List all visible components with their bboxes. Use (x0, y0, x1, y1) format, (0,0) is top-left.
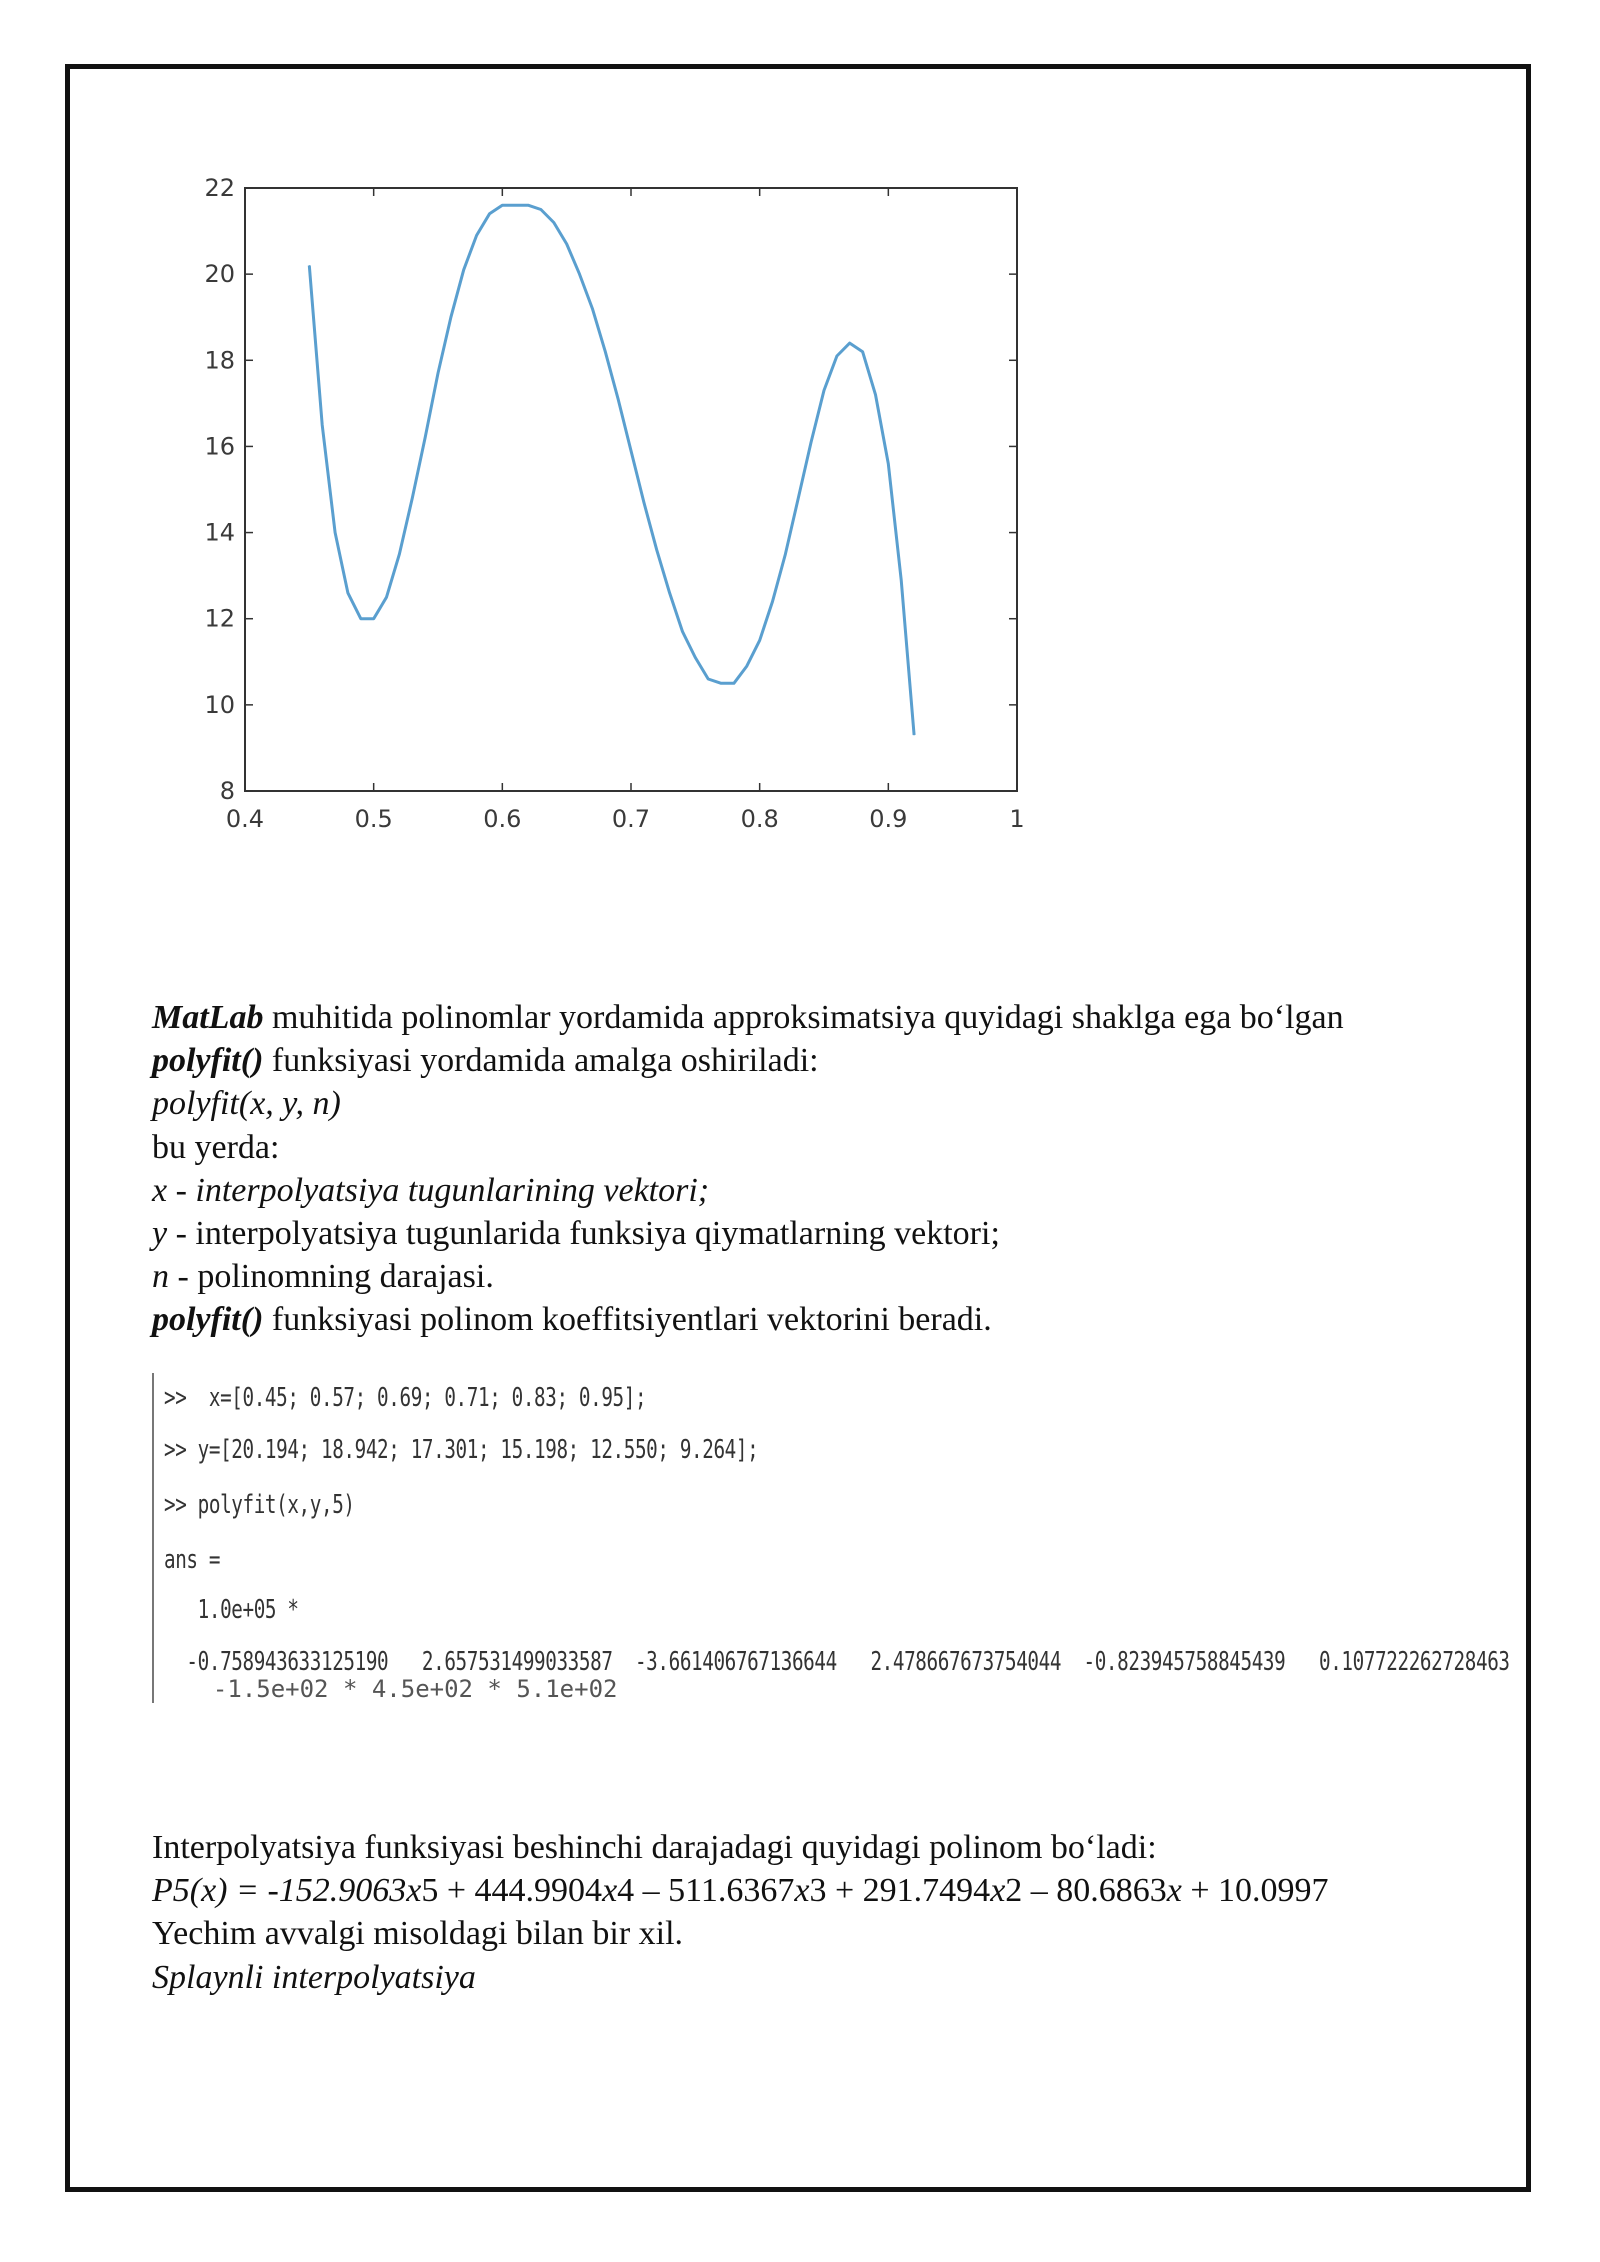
data-point (476, 235, 477, 236)
data-point (824, 390, 825, 391)
data-point (425, 437, 426, 438)
data-point (811, 442, 812, 443)
data-point (502, 205, 503, 206)
data-point (515, 205, 516, 206)
data-point (463, 269, 464, 270)
data-point (914, 735, 915, 736)
data-point (798, 498, 799, 499)
x-tick-label: 0.4 (225, 805, 265, 833)
x-tick-label: 0.8 (740, 805, 779, 833)
data-point (785, 554, 786, 555)
data-point (309, 265, 310, 266)
y-tick-label: 16 (204, 432, 235, 461)
data-point (682, 631, 683, 632)
data-point (528, 205, 529, 206)
data-point (399, 554, 400, 555)
data-point (708, 679, 709, 680)
data-point (695, 657, 696, 658)
section-heading: Splaynli interpolyatsiya (152, 1958, 476, 1996)
x-tick-label: 0.5 (354, 805, 393, 833)
y-tick-label: 22 (204, 174, 235, 202)
data-point (592, 308, 593, 309)
text-line: x - interpolyatsiya tugunlarining vektori; (152, 1171, 710, 1209)
console-line: 1.0e+05 * (164, 1595, 299, 1625)
data-point (656, 549, 657, 550)
text-line: Yechim avvalgi misoldagi bilan bir xil. (152, 1915, 684, 1953)
data-point (721, 683, 722, 684)
x-tick-label: 0.7 (611, 805, 651, 833)
text-line: bu yerda: (152, 1128, 280, 1166)
data-point (373, 618, 374, 619)
y-tick-label: 12 (204, 604, 235, 633)
text-line: Interpolyatsiya funksiyasi beshinchi darajadagi quyidagi polinom bo‘ladi: (152, 1829, 1157, 1866)
console-line: >> y=[20.194; 18.942; 17.301; 15.198; 12.550; 9.264]; (164, 1435, 759, 1465)
data-point (322, 424, 323, 425)
data-point (579, 274, 580, 275)
console-line: ans = (164, 1545, 221, 1575)
y-tick-label: 18 (204, 346, 235, 375)
data-point (605, 351, 606, 352)
console-cut-off-line: -1.5e+02 * 4.5e+02 * 5.1e+02 (184, 1675, 618, 1703)
y-tick-label: 20 (204, 260, 235, 289)
x-tick-label: 0.9 (869, 805, 908, 833)
data-point (566, 243, 567, 244)
data-point (862, 351, 863, 352)
data-point (438, 373, 439, 374)
text-line: MatLab muhitida polinomlar yordamida approksimatsiya quyidagi shaklga ega bo‘lgan (152, 999, 1344, 1036)
data-point (733, 683, 734, 684)
y-tick-label: 10 (204, 690, 235, 719)
result-paragraph (152, 1826, 1512, 1999)
y-tick-label: 14 (204, 518, 235, 547)
console-line: -0.758943633125190 2.657531499033587 -3.661406767136644 2.478667673754044 -0.823945758845439 0.107722262728463 (164, 1647, 1510, 1677)
data-point (669, 592, 670, 593)
data-point (875, 394, 876, 395)
data-point (618, 399, 619, 400)
data-point (772, 601, 773, 602)
data-point (412, 498, 413, 499)
x-tick-label: 1 (1009, 805, 1025, 833)
data-point (631, 450, 632, 451)
data-point (386, 597, 387, 598)
data-point (836, 355, 837, 356)
data-point (759, 640, 760, 641)
data-point (553, 222, 554, 223)
data-point (901, 579, 902, 580)
data-point (888, 463, 889, 464)
text-line: polyfit(x, y, n) (152, 1085, 341, 1123)
data-point (489, 213, 490, 214)
matlab-console-screenshot (152, 1373, 1510, 1703)
data-point (335, 532, 336, 533)
polynomial-formula: P5(x) = -152.9063x5 + 444.9904x4 – 511.6367x3 + 291.7494x2 – 80.6863x + 10.0997 (152, 1872, 1329, 1910)
data-point (347, 592, 348, 593)
text-line: n - polinomning darajasi. (152, 1258, 494, 1296)
data-point (450, 317, 451, 318)
data-point (849, 343, 850, 344)
console-line: >> polyfit(x,y,5) (164, 1490, 355, 1520)
data-point (540, 209, 541, 210)
text-line: y - interpolyatsiya tugunlarida funksiya qiymatlarning vektori; (152, 1215, 1000, 1253)
text-line: polyfit() funksiyasi yordamida amalga oshiriladi: (152, 1042, 819, 1080)
line-chart (180, 160, 1060, 860)
text-line: polyfit() funksiyasi polinom koeffitsiyentlari vektorini beradi. (152, 1301, 992, 1339)
description-paragraph (152, 996, 1492, 1342)
data-point (360, 618, 361, 619)
data-point (643, 502, 644, 503)
data-point (746, 666, 747, 667)
x-tick-label: 0.6 (483, 805, 522, 833)
console-line: >> x=[0.45; 0.57; 0.69; 0.71; 0.83; 0.95]; (164, 1383, 647, 1413)
y-tick-label: 8 (219, 777, 235, 805)
plot-area (245, 188, 1017, 791)
